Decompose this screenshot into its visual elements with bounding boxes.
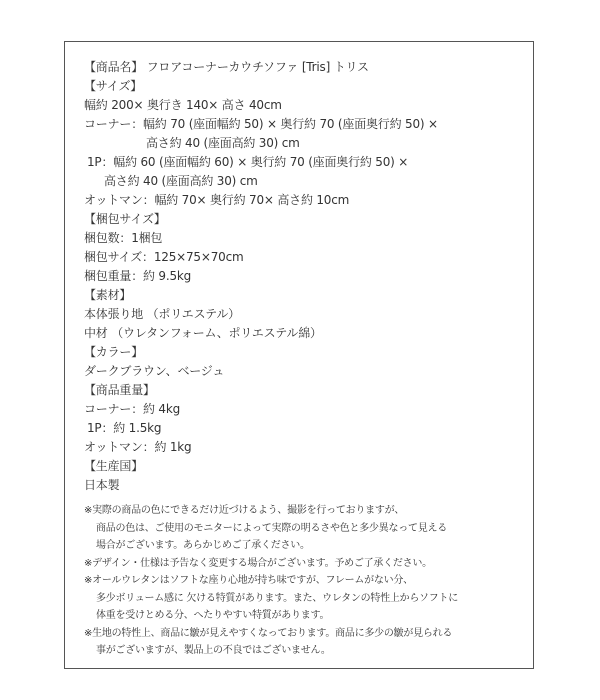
note-color-1: ※実際の商品の色にできるだけ近づけるよう、撮影を行っておりますが、 (84, 505, 405, 516)
color-values: ダークブラウン、ベージュ (84, 364, 225, 378)
one-p-size-cont: 高さ約 40 (座面高約 30) cm (104, 174, 258, 188)
spec-block (84, 58, 524, 495)
corner-size-cont: 高さ約 40 (座面高約 30) cm (146, 136, 300, 150)
one-p-weight: 1P：約 1.5kg (87, 421, 162, 435)
weight-heading: 【商品重量】 (84, 383, 155, 397)
corner-size: コーナー：幅約 70 (座面幅約 50) × 奥行約 70 (座面奥行約 50) × (84, 117, 438, 131)
note-fabric-1: ※生地の特性上、商品に皺が見えやすくなっております。商品に多少の皺が見られる (84, 627, 453, 639)
note-color-2: 商品の色は、ご使用のモニターによって実際の明るさや色と多少異なって見える (96, 522, 447, 534)
package-count: 梱包数：1梱包 (84, 231, 163, 245)
corner-weight: コーナー：約 4kg (84, 402, 181, 416)
one-p-size: 1P：幅約 60 (座面幅約 60) × 奥行約 70 (座面奥行約 50) × (87, 155, 409, 169)
ottoman-weight: オットマン：約 1kg (84, 440, 192, 454)
product-name-heading: 【商品名】 フロアコーナーカウチソファ [Tris] トリス (84, 60, 369, 74)
package-dimensions: 梱包サイズ：125×75×70cm (84, 250, 244, 264)
origin-value: 日本製 (84, 478, 120, 492)
ottoman-size: オットマン：幅約 70× 奥行約 70× 高さ約 10cm (84, 193, 350, 207)
note-urethane-3: 体重を受けとめる分、へたりやすい特質があります。 (96, 610, 330, 621)
note-urethane-2: 多少ボリューム感に 欠ける特質があります。また、ウレタンの特性上からソフトに (96, 592, 458, 604)
color-heading: 【カラー】 (84, 345, 144, 359)
note-fabric-2: 事がございますが、製品上の不良ではございません。 (96, 645, 331, 656)
package-size-heading: 【梱包サイズ】 (84, 212, 166, 226)
note-color-3: 場合がございます。あらかじめご了承ください。 (96, 540, 310, 551)
material-heading: 【素材】 (84, 288, 132, 302)
material-filling: 中材 （ウレタンフォーム、ポリエステル綿） (84, 326, 322, 340)
origin-heading: 【生産国】 (84, 459, 144, 473)
note-design: ※デザイン・仕様は予告なく変更する場合がございます。予めご了承ください。 (84, 557, 432, 569)
overall-size: 幅約 200× 奥行き 140× 高さ 40cm (84, 98, 282, 112)
material-upholstery: 本体張り地 （ポリエステル） (84, 307, 240, 321)
note-urethane-1: ※オールウレタンはソフトな座り心地が持ち味ですが、フレームがない分、 (84, 575, 413, 586)
package-weight: 梱包重量：約 9.5kg (84, 269, 192, 283)
size-heading: 【サイズ】 (84, 79, 143, 93)
notes-block (84, 502, 524, 660)
